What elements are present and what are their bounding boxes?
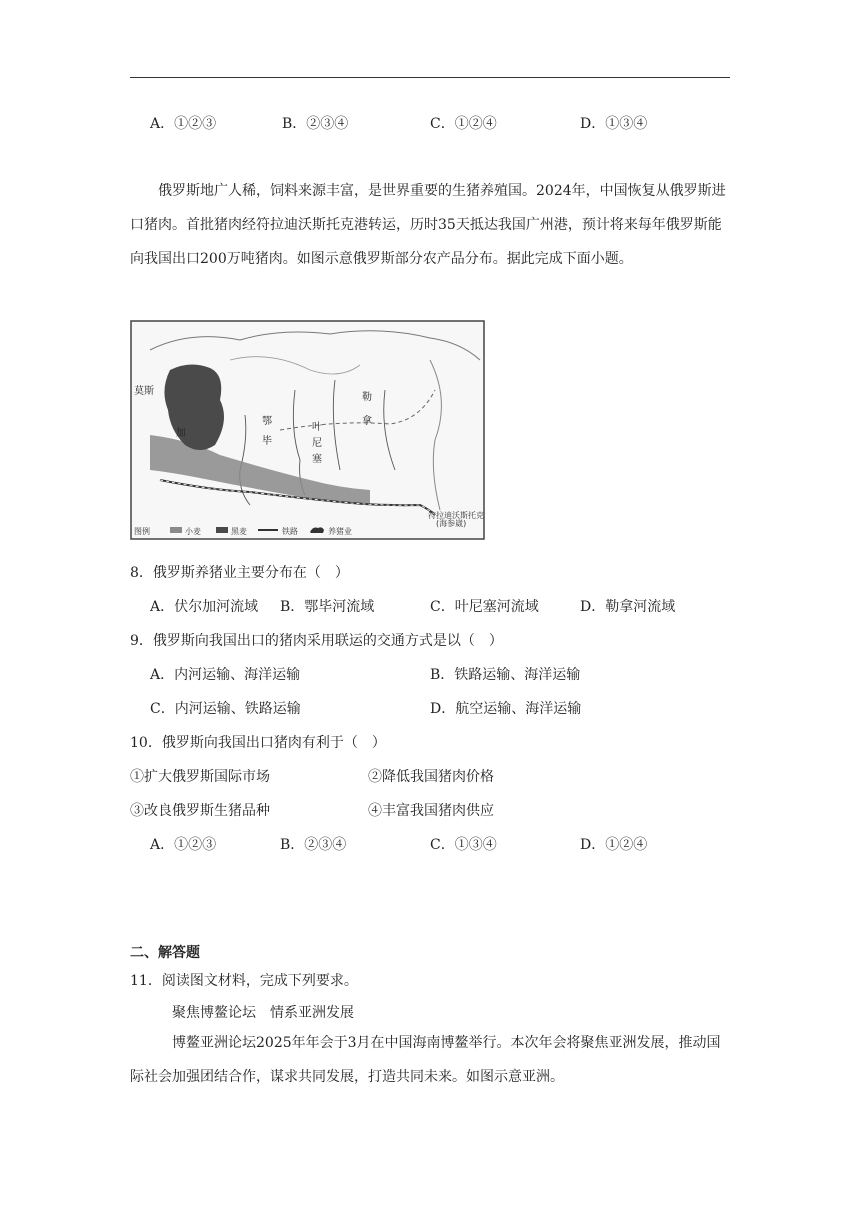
q10-item-1: ①扩大俄罗斯国际市场 [130,769,270,785]
q10-stem: 10．俄罗斯向我国出口猪肉有利于（ ） [130,735,386,751]
label-volga: 加 [176,428,186,439]
label-yenisei-2: 尼 [312,438,322,449]
legend-wheat-swatch [170,527,182,533]
q7-option-a: A．①②③ [150,116,217,132]
label-port: 符拉迪沃斯托克 [428,511,484,520]
q8-stem: 8．俄罗斯养猪业主要分布在（ ） [130,565,349,581]
q9-option-b: B．铁路运输、海洋运输 [430,667,581,683]
legend-rye-swatch [216,527,228,533]
q11-subtitle: 聚焦博鳌论坛 情系亚洲发展 [172,1005,354,1021]
q7-option-d: D．①③④ [580,116,648,132]
q9-option-c: C．内河运输、铁路运输 [150,701,301,717]
q10-item-2: ②降低我国猪肉价格 [368,769,494,785]
q10-item-3: ③改良俄罗斯生猪品种 [130,803,270,819]
label-lena-2: 拿 [362,416,372,427]
label-lena-1: 勒 [362,392,372,403]
legend-wheat: 小麦 [185,527,201,536]
q9-stem: 9．俄罗斯向我国出口的猪肉采用联运的交通方式是以（ ） [130,633,503,649]
q10-item-4: ④丰富我国猪肉供应 [368,803,494,819]
label-ob-1: 鄂 [262,416,272,427]
q7-option-b: B．②③④ [282,116,349,132]
q10-option-a: A．①②③ [150,837,217,853]
q7-option-c: C．①②④ [430,116,497,132]
q8-option-b: B．鄂毕河流域 [280,599,375,615]
label-port-sub: (海参崴) [436,519,467,528]
label-moscow: 莫斯 [134,386,154,397]
legend-railway: 铁路 [282,527,298,536]
top-rule [130,77,730,78]
label-yenisei-1: 叶 [312,422,322,433]
legend-title: 图例 [134,527,150,536]
passage-text: 俄罗斯地广人稀，饲料来源丰富，是世界重要的生猪养殖国。2024年，中国恢复从俄罗斯进口猪肉。首批猪肉经符拉迪沃斯托克港转运，历时35天抵达我国广州港，预计将来每年俄罗斯能向我国出口200万吨猪肉。如图示意俄罗斯部分农产品分布。据此完成下面小题。 [130,183,726,267]
legend-pig: 养猪业 [328,527,352,536]
q9-option-a: A．内河运输、海洋运输 [150,667,301,683]
q11-stem: 11．阅读图文材料，完成下列要求。 [130,973,358,989]
q8-option-c: C．叶尼塞河流域 [430,599,539,615]
q10-option-d: D．①②④ [580,837,648,853]
q9-option-d: D．航空运输、海洋运输 [430,701,582,717]
russia-agriculture-map [130,320,485,540]
label-ob-2: 毕 [262,436,272,447]
q10-option-c: C．①③④ [430,837,497,853]
q11-text: 博鳌亚洲论坛2025年年会于3月在中国海南博鳌举行。本次年会将聚焦亚洲发展，推动国际社会加强团结合作，谋求共同发展，打造共同未来。如图示意亚洲。 [130,1035,721,1085]
legend-rye: 黑麦 [231,527,247,536]
q8-option-d: D．勒拿河流域 [580,599,676,615]
section-heading: 二、解答题 [130,945,200,961]
label-yenisei-3: 塞 [312,454,322,465]
q10-option-b: B．②③④ [280,837,347,853]
q8-option-a: A．伏尔加河流域 [150,599,259,615]
